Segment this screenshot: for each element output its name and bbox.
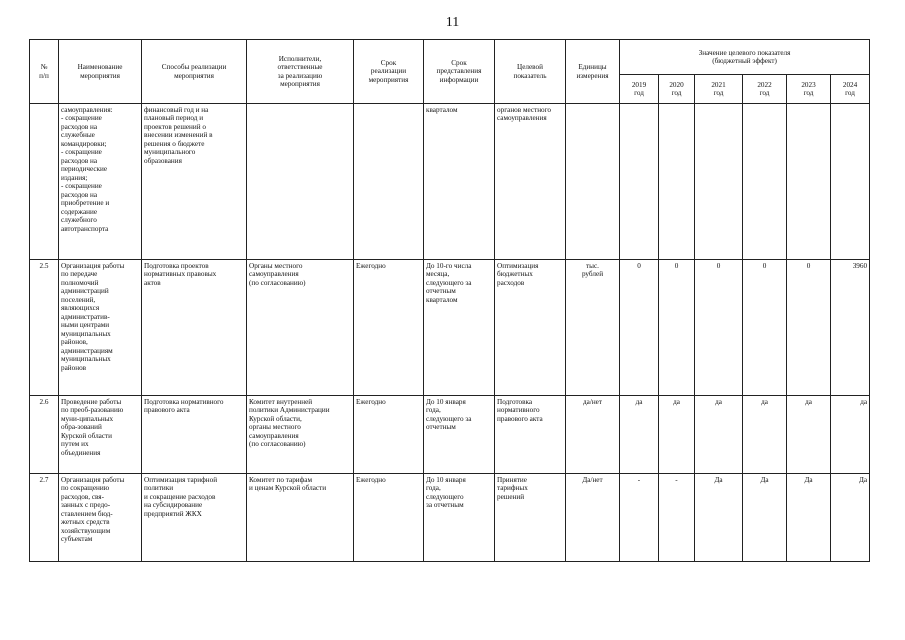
cell-units: да/нет <box>566 396 620 474</box>
cell-target: органов местного самоуправления <box>495 104 566 260</box>
measures-table <box>29 39 870 562</box>
cell-value: 3960 <box>831 260 870 396</box>
cell-target: Принятие тарифных решений <box>495 474 566 562</box>
cell-value: Да <box>831 474 870 562</box>
cell-value: да <box>659 396 695 474</box>
cell-value <box>743 104 787 260</box>
cell-value: Да <box>787 474 831 562</box>
cell-units <box>566 104 620 260</box>
cell-value: да <box>620 396 659 474</box>
header-year: 2021 год <box>695 75 743 104</box>
cell-value: 0 <box>620 260 659 396</box>
header-value-group: Значение целевого показателя (бюджетный эффект) <box>620 40 870 75</box>
cell-methods: Подготовка нормативного правового акта <box>142 396 247 474</box>
cell-value: 0 <box>787 260 831 396</box>
cell-value <box>620 104 659 260</box>
cell-num: 2.7 <box>30 474 59 562</box>
cell-target: Подготовка нормативного правового акта <box>495 396 566 474</box>
header-year: 2020 год <box>659 75 695 104</box>
cell-term-info: До 10 января года, следующего за отчетным <box>424 474 495 562</box>
cell-name: Проведение работы по преоб-разованию муни-ципальных обра-зований Курской области путем их объединения <box>59 396 142 474</box>
cell-term-info: До 10-го числа месяца, следующего за отчетным кварталом <box>424 260 495 396</box>
header-name: Наименование мероприятия <box>59 40 142 104</box>
cell-target: Оптимизация бюджетных расходов <box>495 260 566 396</box>
cell-term-impl <box>354 104 424 260</box>
cell-name: Организация работы по сокращению расходов, свя- занных с предо- ставлением бюд- жетных средств хозяйствующим субъектам <box>59 474 142 562</box>
header-num: № п/п <box>30 40 59 104</box>
cell-methods: финансовый год и на плановый период и проектов решений о внесении изменений в решения о бюджете муниципального образования <box>142 104 247 260</box>
cell-value: да <box>787 396 831 474</box>
cell-units: Да/нет <box>566 474 620 562</box>
cell-methods: Оптимизация тарифной политики и сокращение расходов на субсидирование предприятий ЖКХ <box>142 474 247 562</box>
cell-value: да <box>743 396 787 474</box>
cell-value: да <box>831 396 870 474</box>
cell-methods: Подготовка проектов нормативных правовых актов <box>142 260 247 396</box>
cell-value: Да <box>695 474 743 562</box>
header-target: Целевой показатель <box>495 40 566 104</box>
cell-value <box>659 104 695 260</box>
cell-value: да <box>695 396 743 474</box>
cell-value <box>831 104 870 260</box>
cell-name: Организация работы по передаче полномочий администраций поселений, являющихся административ- ными центрами муниципальных районов, администрациям муниципальных районов <box>59 260 142 396</box>
cell-executors: Органы местного самоуправления (по согласованию) <box>247 260 354 396</box>
cell-term-info: кварталом <box>424 104 495 260</box>
table-row <box>30 474 870 562</box>
header-methods: Способы реализации мероприятия <box>142 40 247 104</box>
header-row-1 <box>30 40 870 75</box>
cell-value: 0 <box>659 260 695 396</box>
page-number: 11 <box>445 15 460 30</box>
header-year: 2023 год <box>787 75 831 104</box>
cell-units: тыс. рублей <box>566 260 620 396</box>
header-units: Единицы измерения <box>566 40 620 104</box>
cell-num <box>30 104 59 260</box>
cell-executors: Комитет по тарифам и ценам Курской области <box>247 474 354 562</box>
cell-name: самоуправления: - сокращение расходов на служебные командировки; - сокращение расходов на периодические издания; - сокращение расходов на приобретение и содержание служебного автотранспорта <box>59 104 142 260</box>
cell-value <box>695 104 743 260</box>
header-term-impl: Срок реализации мероприятия <box>354 40 424 104</box>
cell-value: Да <box>743 474 787 562</box>
cell-value <box>787 104 831 260</box>
table-row <box>30 396 870 474</box>
cell-num: 2.6 <box>30 396 59 474</box>
cell-value: - <box>659 474 695 562</box>
header-year: 2024 год <box>831 75 870 104</box>
cell-executors: Комитет внутренней политики Администрации Курской области, органы местного самоуправления (по согласованию) <box>247 396 354 474</box>
table-row <box>30 260 870 396</box>
cell-term-impl: Ежегодно <box>354 474 424 562</box>
header-year: 2019 год <box>620 75 659 104</box>
cell-value: - <box>620 474 659 562</box>
header-year: 2022 год <box>743 75 787 104</box>
cell-term-info: До 10 января года, следующего за отчетным <box>424 396 495 474</box>
cell-value: 0 <box>695 260 743 396</box>
cell-term-impl: Ежегодно <box>354 260 424 396</box>
cell-term-impl: Ежегодно <box>354 396 424 474</box>
cell-value: 0 <box>743 260 787 396</box>
header-executors: Исполнители, ответственные за реализацию мероприятия <box>247 40 354 104</box>
table-row <box>30 104 870 260</box>
cell-executors <box>247 104 354 260</box>
header-term-info: Срок представления информации <box>424 40 495 104</box>
cell-num: 2.5 <box>30 260 59 396</box>
